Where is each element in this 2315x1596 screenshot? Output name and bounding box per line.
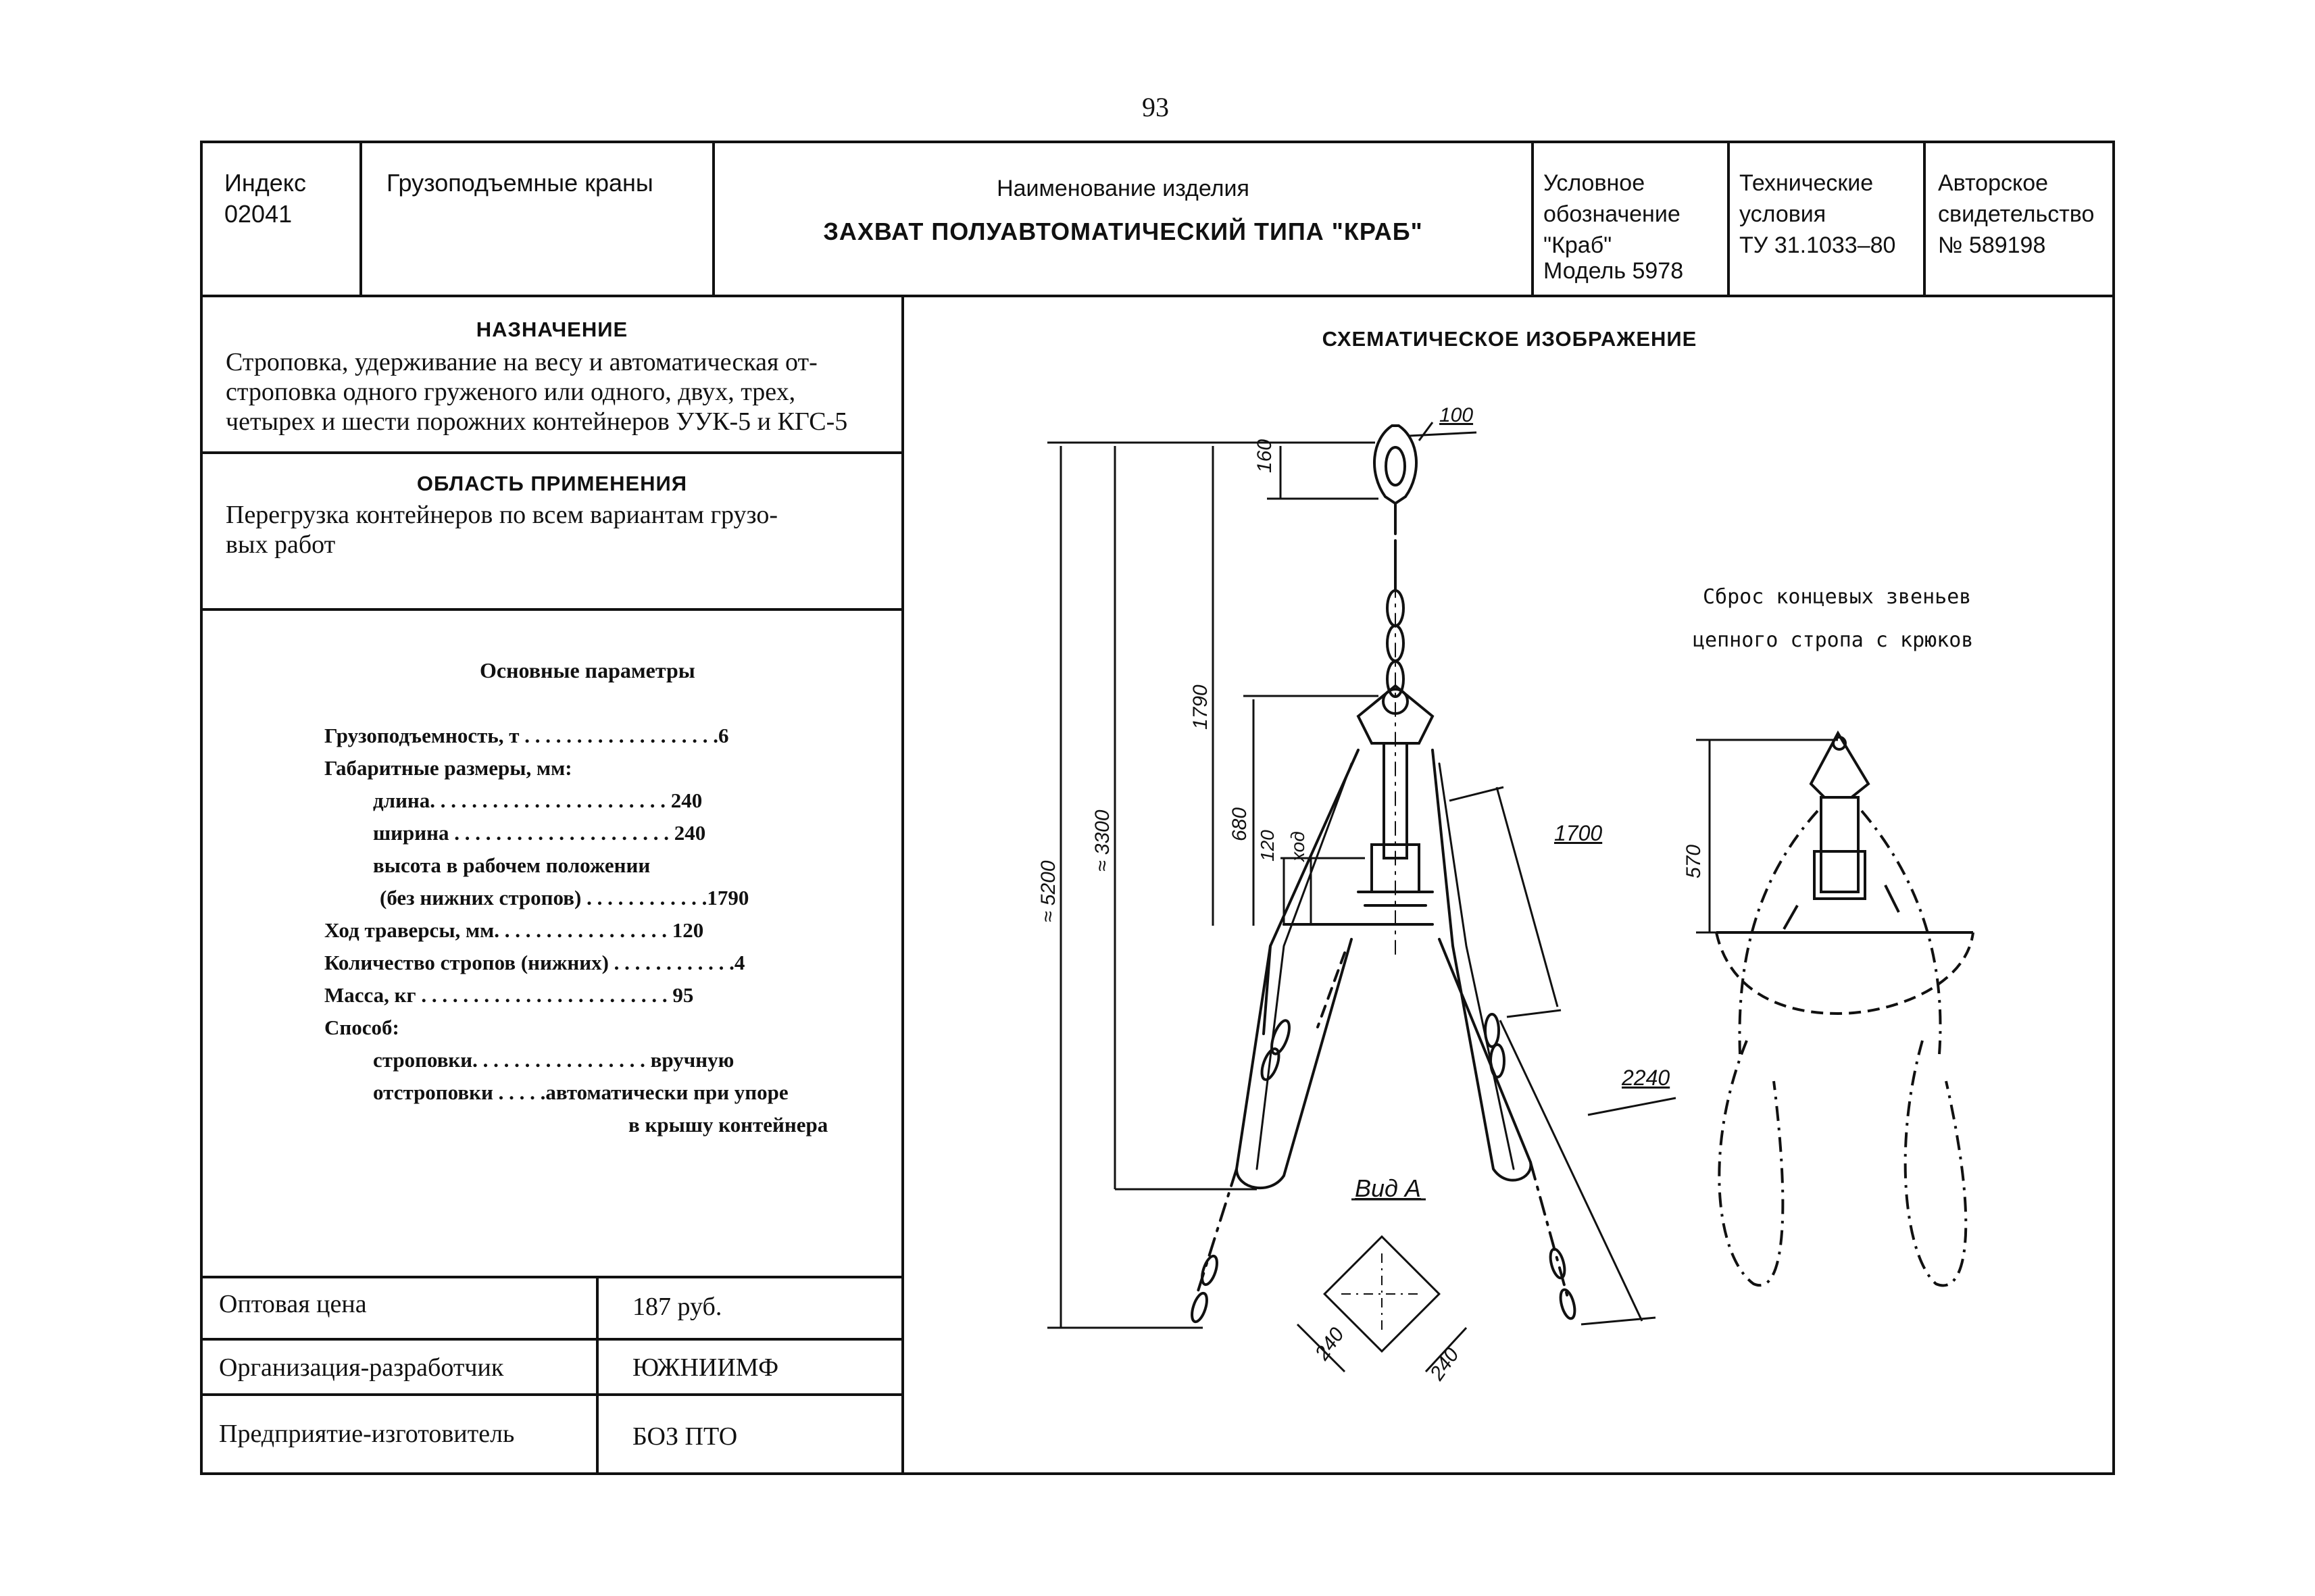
author-cert-cell	[1926, 142, 2115, 296]
dim-3300: ≈ 3300	[1091, 809, 1114, 872]
dim-570: 570	[1683, 844, 1705, 878]
param-slings: Количество стропов (нижних) . . . . . . . . . . . .4	[324, 951, 745, 974]
price-label: Оптовая цена	[219, 1290, 367, 1318]
param-method: Способ:	[324, 1016, 399, 1039]
purpose-line2: строповка одного груженого или одного, двух, трех,	[226, 378, 796, 406]
param-width: ширина . . . . . . . . . . . . . . . . . . . . . 240	[373, 821, 706, 845]
product-label: Наименование изделия	[997, 176, 1249, 201]
footer-row-divider-1	[200, 1338, 903, 1341]
view-a-label: Вид А	[1355, 1174, 1421, 1202]
price-value: 187 руб.	[632, 1293, 722, 1321]
index-value: 02041	[224, 200, 293, 228]
author-line2: свидетельство	[1938, 201, 2095, 227]
tech-line3: ТУ 31.1033–80	[1739, 232, 1896, 258]
author-line3: № 589198	[1938, 232, 2046, 258]
purpose-line3: четырех и шести порожних контейнеров УУК-5 и КГС-5	[226, 407, 848, 436]
product-cell	[715, 142, 1534, 296]
tech-conditions-cell	[1730, 142, 1926, 296]
product-name: ЗАХВАТ ПОЛУАВТОМАТИЧЕСКИЙ ТИПА "КРАБ"	[823, 218, 1423, 245]
purpose-title: НАЗНАЧЕНИЕ	[476, 318, 628, 341]
parameters-section	[203, 611, 901, 1277]
index-label: Индекс	[224, 169, 306, 197]
application-line2: вых работ	[226, 530, 336, 559]
designation-line4: Модель 5978	[1543, 258, 1684, 284]
dim-680: 680	[1228, 807, 1251, 841]
param-stroke: Ход траверсы, мм. . . . . . . . . . . . . . . . . 120	[324, 918, 704, 942]
designation-line2: обозначение	[1543, 201, 1681, 227]
footer-row-divider-2	[200, 1393, 903, 1396]
note-line1: Сброс концевых звеньев	[1703, 585, 1972, 609]
note-line2: цепного стропа с крюков	[1693, 628, 1974, 652]
params-title: Основные параметры	[480, 658, 695, 682]
param-height-2: (без нижних стропов) . . . . . . . . . . . .1790	[380, 886, 749, 909]
dim-100: 100	[1439, 404, 1474, 426]
footer-top-divider	[200, 1276, 903, 1278]
purpose-section	[203, 297, 901, 451]
dim-1700: 1700	[1554, 821, 1603, 845]
footer-col-divider	[596, 1276, 599, 1475]
designation-line1: Условное	[1543, 170, 1645, 196]
drawing-title: СХЕМАТИЧЕСКОЕ ИЗОБРАЖЕНИЕ	[1322, 327, 1697, 351]
dim-5200: ≈ 5200	[1037, 860, 1060, 922]
dim-120: 120	[1257, 830, 1278, 862]
group-cell	[362, 142, 715, 296]
dim-2240: 2240	[1622, 1066, 1670, 1090]
dim-240-left: 240	[1311, 1323, 1349, 1364]
group-name: Грузоподъемные краны	[387, 169, 653, 197]
application-section	[203, 454, 901, 608]
author-line1: Авторское	[1938, 170, 2049, 196]
dim-160: 160	[1253, 439, 1276, 473]
page-number: 93	[1142, 92, 1169, 122]
param-capacity: Грузоподъемность, т . . . . . . . . . . . . . . . . . . .6	[324, 724, 729, 747]
left-column-divider	[901, 295, 904, 1475]
param-length: длина. . . . . . . . . . . . . . . . . . . . . . . 240	[373, 789, 703, 812]
param-unslinging-2: в крышу контейнера	[628, 1113, 828, 1137]
param-mass: Масса, кг . . . . . . . . . . . . . . . . . . . . . . . . 95	[324, 983, 694, 1007]
param-unslinging-1: отстроповки . . . . .автоматически при упоре	[373, 1080, 789, 1104]
application-title: ОБЛАСТЬ ПРИМЕНЕНИЯ	[416, 472, 688, 495]
manufacturer-label: Предприятие-изготовитель	[219, 1420, 515, 1448]
dim-240-right: 240	[1426, 1343, 1464, 1385]
dim-hod: ход	[1287, 831, 1308, 862]
param-height-1: высота в рабочем положении	[373, 853, 651, 877]
purpose-line1: Строповка, удерживание на весу и автоматическая от-	[226, 348, 818, 376]
designation-line3: "Краб"	[1543, 232, 1612, 258]
tech-line2: условия	[1739, 201, 1826, 227]
developer-label: Организация-разработчик	[219, 1353, 504, 1382]
dim-1790: 1790	[1189, 684, 1212, 730]
application-line1: Перегрузка контейнеров по всем вариантам грузо-	[226, 501, 778, 529]
tech-line1: Технические	[1739, 170, 1874, 196]
manufacturer-value: БОЗ ПТО	[632, 1422, 738, 1451]
designation-cell	[1534, 142, 1730, 296]
param-slinging: строповки. . . . . . . . . . . . . . . . . вручную	[373, 1048, 735, 1072]
developer-value: ЮЖНИИМФ	[632, 1353, 779, 1382]
param-dims: Габаритные размеры, мм:	[324, 756, 572, 780]
index-cell	[200, 142, 362, 296]
